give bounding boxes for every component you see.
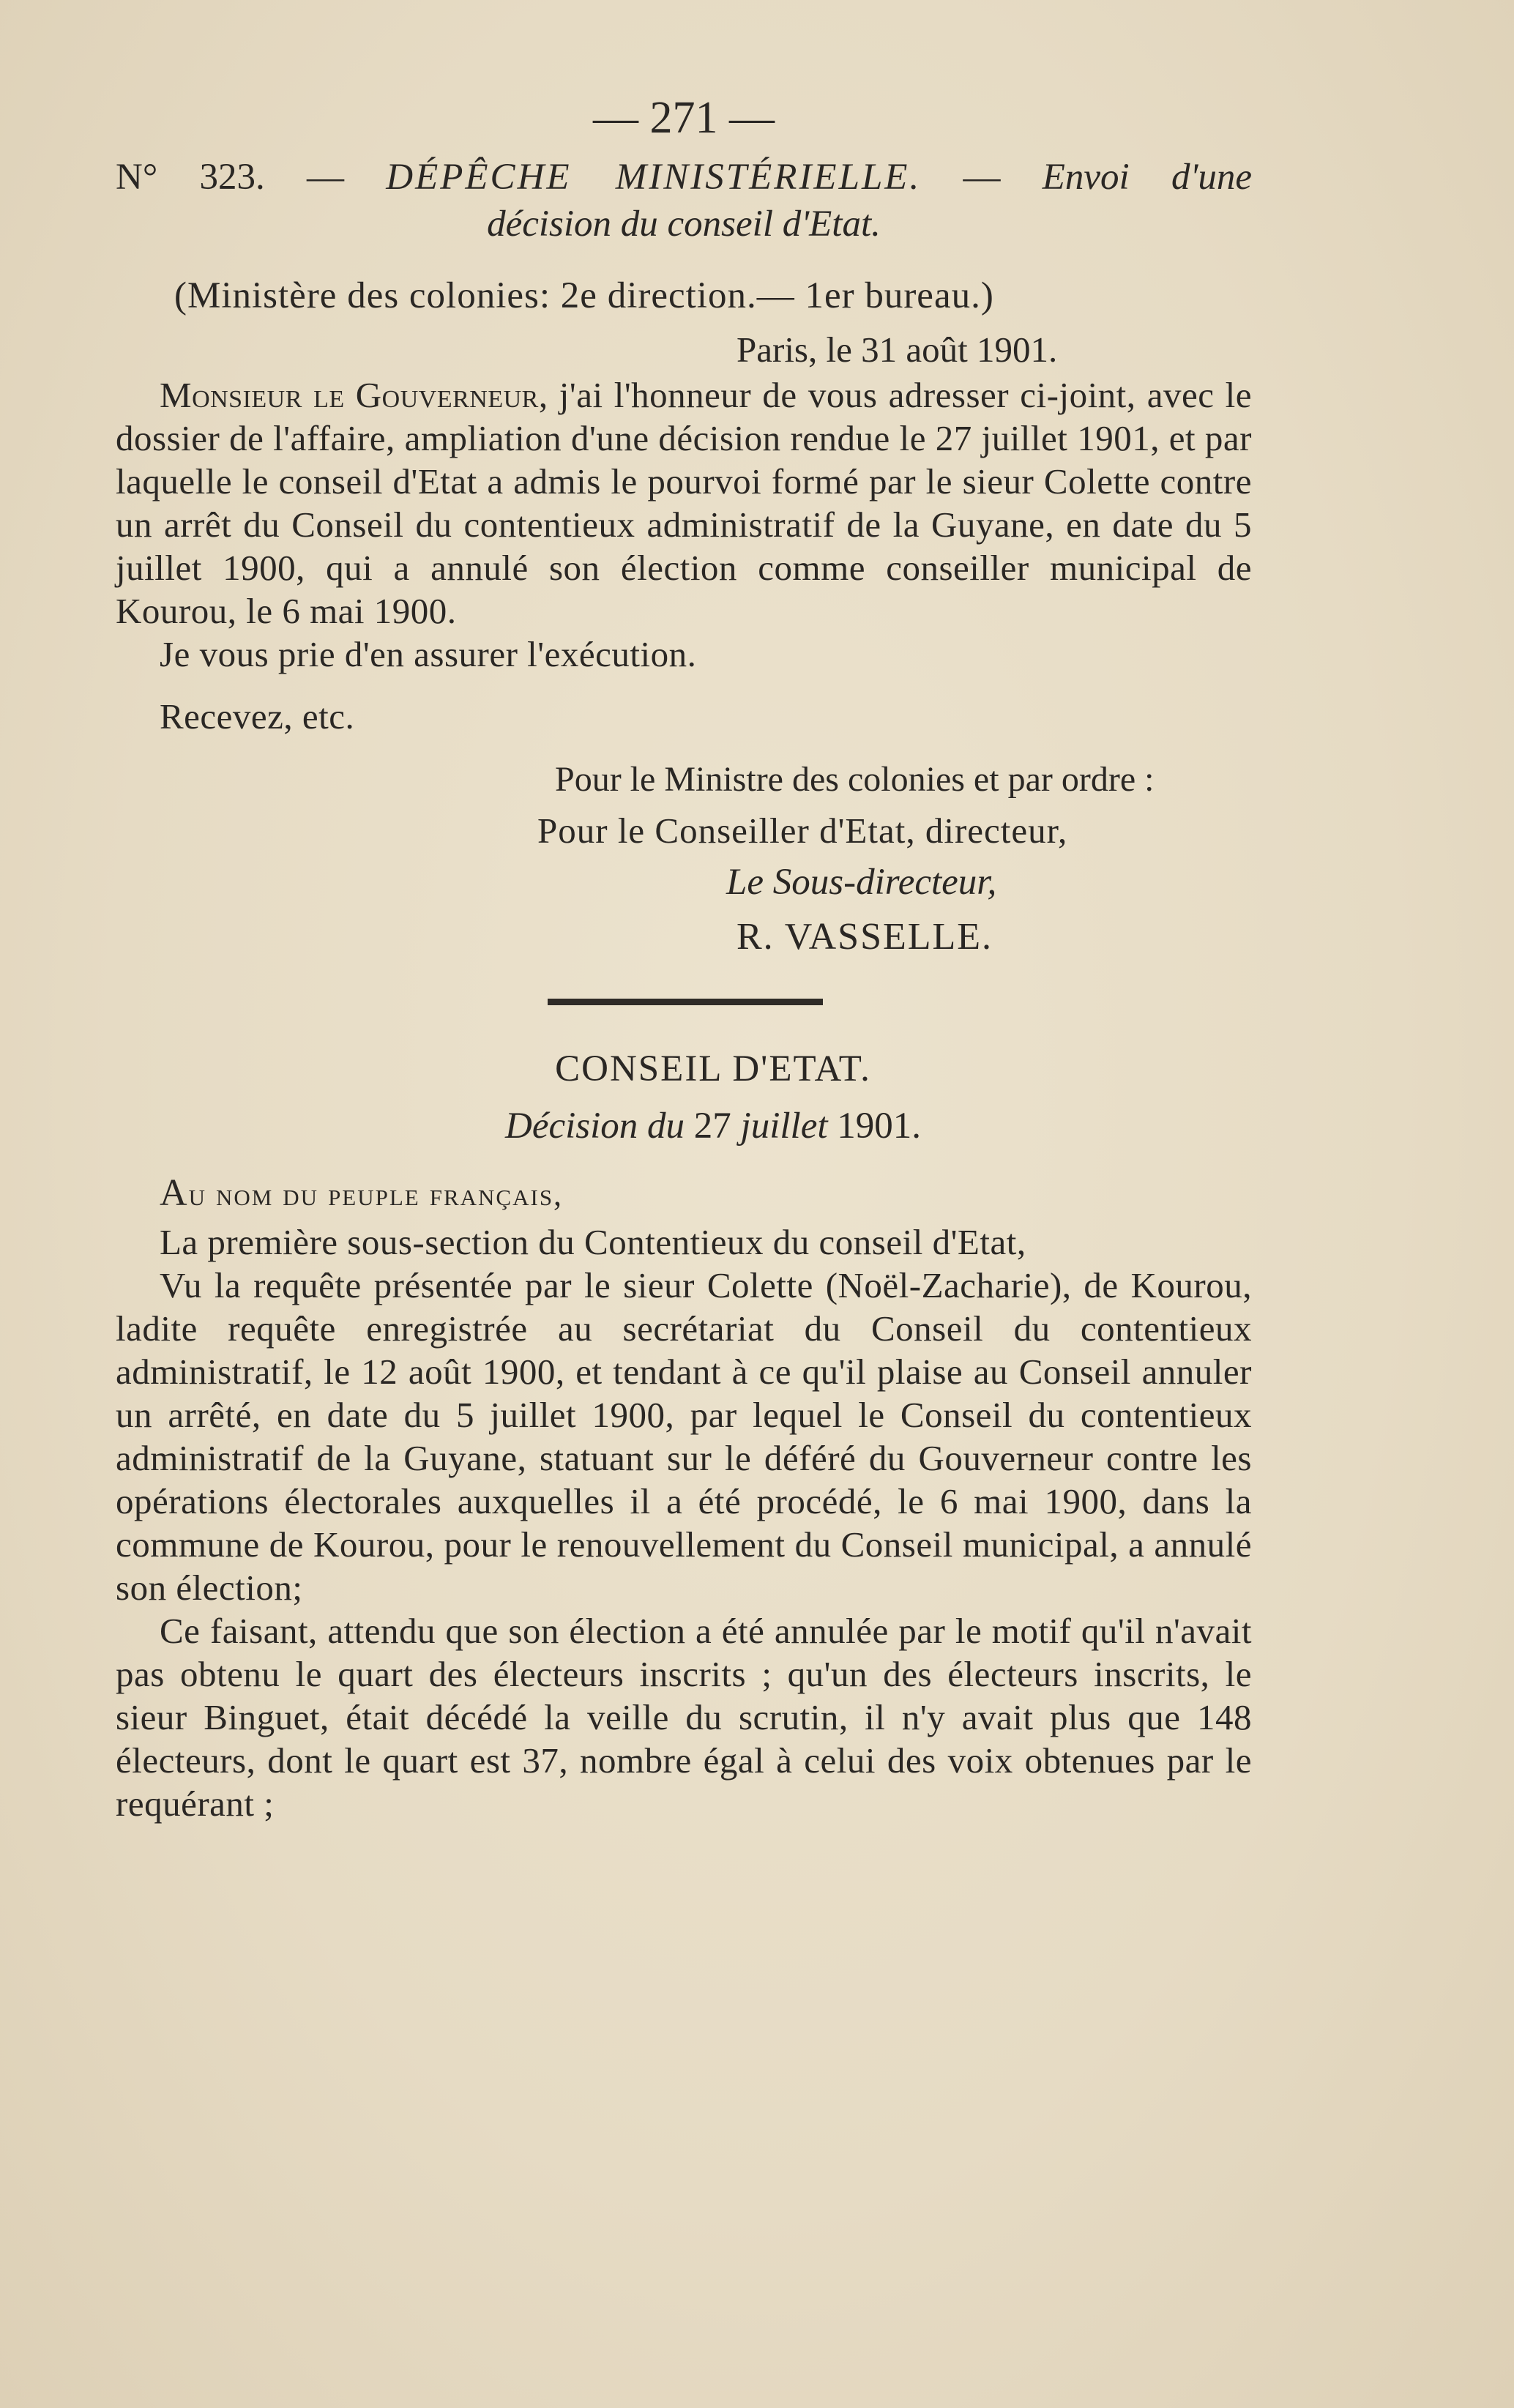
title-dash: —: [963, 157, 1001, 198]
decision-subheading-word1: Décision: [504, 1106, 638, 1147]
page-number: — 271 —: [593, 93, 775, 143]
section-divider: [548, 999, 823, 1005]
letter-paragraph-1-text: j'ai l'honneur de vous adresser ci-joint, avec le dossier de l'affaire, ampliation d'une décision rendue le 27 juillet 1901, et par laquelle le conseil d'Etat a admis le pourvoi formé par le sieur Colette contre un arrêt du Conseil du contentieux administratif de la Guyane, en date du 5 juillet 1900, qui a annulé son élection comme conseiller municipal de Kourou, le 6 mai 1900.: [116, 375, 1252, 631]
decision-subheading-year: 1901.: [837, 1106, 922, 1147]
page-content: [116, 86, 1252, 1825]
dispatch-title: [116, 154, 1252, 201]
salutation: Monsieur le Gouverneur,: [160, 375, 548, 415]
letter-closing: Recevez, etc.: [160, 696, 355, 737]
decision-subheading-word2: du: [647, 1106, 685, 1147]
signature-block: [116, 754, 1252, 966]
dispatch-number: N° 323. —: [116, 157, 344, 198]
signature-line-2: Pour le Conseiller d'Etat, directeur,: [537, 810, 1068, 851]
dispatch-subject-line1: Envoi d'une: [1042, 157, 1253, 198]
preamble-initial: A: [160, 1172, 189, 1214]
decision-subheading-day: 27: [693, 1106, 731, 1147]
ministry-line: (Ministère des colonies: 2e direction.— 1er bureau.): [174, 275, 994, 316]
decision-paragraph-3: Ce faisant, attendu que son élection a été annulée par le motif qu'il n'avait pas obtenu le quart des électeurs inscrits ; qu'un des électeurs inscrits, le sieur Binguet, était décédé la veille du scrutin, il n'y avait plus que 148 électeurs, dont le quart est 37, nombre égal à celui des voix obtenues par le requérant ;: [116, 1611, 1252, 1824]
decision-subheading: [174, 1100, 1252, 1152]
decision-paragraph-2: Vu la requête présentée par le sieur Colette (Noël-Zacharie), de Kourou, ladite requête enregistrée au secrétariat du Conseil du contentieux administratif, le 12 août 1900, et tendant à ce qu'il plaise au Conseil annuler un arrêté, en date du 5 juillet 1900, par lequel le Conseil du contentieux administratif de la Guyane, statuant sur le déféré du Gouverneur contre les opérations électorales auxquelles il a été procédé, le 6 mai 1900, dans la commune de Kourou, pour le renouvellement du Conseil municipal, a annulé son élection;: [116, 1265, 1252, 1608]
signature-name: R. VASSELLE.: [737, 916, 993, 958]
signature-line-1: Pour le Ministre des colonies et par ordre :: [555, 760, 1155, 799]
dispatch-heading: DÉPÊCHE MINISTÉRIELLE.: [386, 157, 922, 198]
preamble-rest: u nom du peuple français,: [188, 1177, 564, 1212]
letter-paragraph-2: Je vous prie d'en assurer l'exécution.: [160, 634, 697, 674]
dispatch-subject-line2: décision du conseil d'Etat.: [487, 204, 881, 245]
signature-line-3: Le Sous-directeur,: [726, 862, 997, 903]
decision-preamble: [160, 1168, 1252, 1220]
letter-paragraph-1: [116, 373, 1252, 633]
dateline: Paris, le 31 août 1901.: [737, 329, 1058, 370]
decision-heading: CONSEIL D'ETAT.: [555, 1048, 871, 1089]
decision-subheading-month: juillet: [740, 1106, 828, 1147]
decision-paragraph-1: La première sous-section du Contentieux du conseil d'Etat,: [160, 1222, 1026, 1262]
